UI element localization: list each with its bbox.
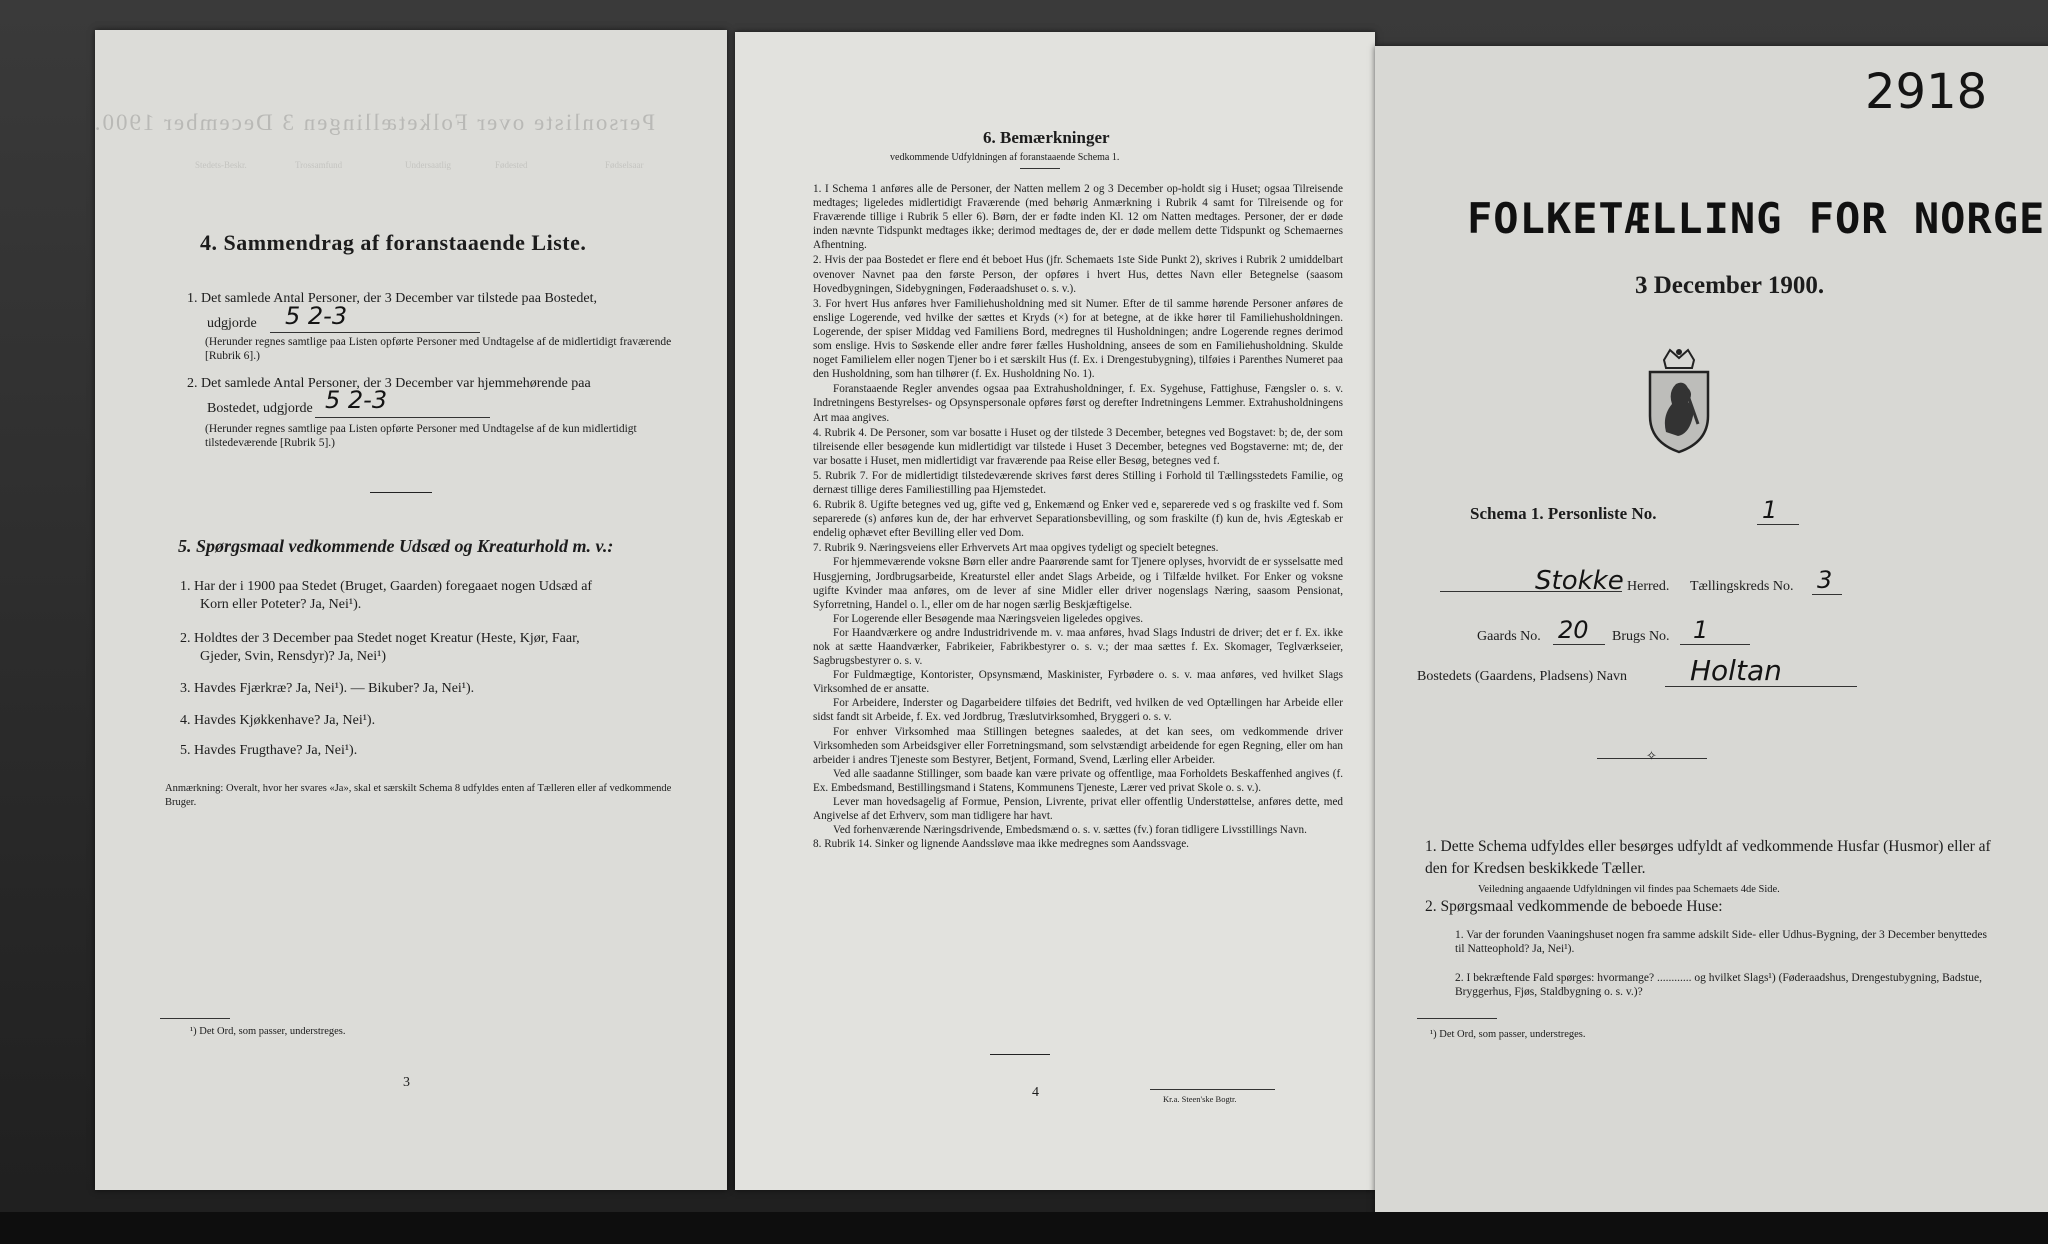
gaards-handwriting: 20	[1558, 616, 1589, 644]
archive-number: 2918	[1865, 64, 1988, 120]
footnote: ¹) Det Ord, som passer, understreges.	[190, 1026, 346, 1037]
remark-7i: Ved forhenværende Næringsdrivende, Embedsmænd o. s. v. sættes (fv.) foran tidligere Livsstillings Navn.	[833, 824, 1307, 837]
instruction-1: 1. Dette Schema udfyldes eller besørges udfyldt af vedkommende Husfar (Husmor) eller af den for Kredsen beskikkede Tæller.	[1425, 838, 1991, 877]
herred-handwriting: Stokke	[1535, 566, 1624, 596]
section6-title: 6. Bemærkninger	[983, 128, 1110, 147]
instruction-1-note: Veiledning angaaende Udfyldningen vil findes paa Schemaets 4de Side.	[1478, 884, 1780, 895]
remark-6: 6. Rubrik 8. Ugifte betegnes ved ug, gifte ved g, Enkemænd og Enker ved e, separerede ved s og fraskilte ved f. Som separerede (s) anføres kun de, der har erhvervet Separationsbevilling, og som fraskilte (f) kun de, hvis Ægteskab er endelig ophævet efter Bevilling eller ved Dom.	[813, 499, 1343, 540]
gaards-label: Gaards No.	[1477, 629, 1541, 644]
right-page	[1375, 46, 2048, 1220]
remark-7e: For Arbeidere, Inderster og Dagarbeidere tilføies det Bedrift, ved hvilken de ved Optællingen har Arbeide eller sidst fandt sit Arbeide, f. Ex. ved Jordbrug, Træslutvirksomhed, Bryggeri o. s. v.	[813, 697, 1343, 724]
left-page	[92, 30, 727, 1190]
instruction-2-q1: 1. Var der forunden Vaaningshuset nogen fra samme adskilt Side- eller Udhus-Bygning, der 3 December benyttedes til Natteophold? Ja, Nei¹).	[1455, 929, 1987, 955]
remark-7: 7. Rubrik 9. Næringsveiens eller Erhvervets Art maa opgives tydeligt og specielt betegnes.	[813, 542, 1219, 555]
remark-7f: For enhver Virksomhed maa Stillingen betegnes saaledes, at det kan sees, om vedkommende driver Virksomheden som Arbeidsgiver eller Forretningsmand, som selvstændigt arbeidende for egen Regning, eller om han arbeider i andres Tjeneste som Bestyrer, Betjent, Formand, Svend, Lærling eller Arbeider.	[813, 725, 1343, 766]
remark-8: 8. Rubrik 14. Sinker og lignende Aandssløve maa ikke medregnes som Aandssvage.	[813, 838, 1189, 851]
section6-subtitle: vedkommende Udfyldningen af foranstaaende Schema 1.	[890, 152, 1120, 163]
schema-label: Schema 1. Personliste No.	[1470, 504, 1657, 523]
headline: FOLKETÆLLING FOR NORGE	[1467, 194, 2046, 243]
answer-line	[1757, 524, 1799, 525]
section4-item1-note: (Herunder regnes samtlige paa Listen opførte Personer med Undtagelse af de midlertidigt fraværende [Rubrik 6].)	[205, 336, 672, 362]
remark-7h: Lever man hovedsagelig af Formue, Pension, Livrente, privat eller offentlig Understøttelse, anføres dette, med Angivelse af det Erhverv, som man tidligere har havt.	[813, 796, 1343, 823]
remarks-list	[813, 182, 1343, 851]
instruction-2-q2: 2. I bekræftende Fald spørges: hvormange? ............ og hvilket Slags¹) (Føderaadshus, Drengestubygning, Badstue, Bryggerhus, Fjøs, Staldbygning o. s. v.)?	[1455, 972, 1983, 998]
personliste-number: 1	[1762, 496, 1778, 524]
remark-3: 3. For hvert Hus anføres hver Familiehusholdning med sit Numer. Efter de til samme hørende Personer anføres de enslige Logerende, ved hvilke der sættes et Kryds (×) for at betegne, at de ikke hører til Familiehusholdningen. Logerende, der spiser Middag ved Familiens Bord, medregnes til Husholdningen; andre Logerende regnes derimod som enslige. Hvis to Søskende eller andre fører fælles Husholdning, ansees de som en Familiehusholdning. Skulde noget Familielem eller nogen Tjener bo i et særskilt Hus (f. Ex. i Drengestubygning), tilføies i Parenthes Numeret paa den Husholdning, som han tilhører (f. Ex. Husholdning No. 1).	[813, 297, 1343, 381]
answer-line	[315, 417, 490, 418]
divider	[990, 1054, 1050, 1055]
kreds-handwriting: 3	[1817, 566, 1833, 594]
section4-item1-udgjorde: udgjorde	[207, 316, 257, 331]
brugs-handwriting: 1	[1693, 616, 1709, 644]
remark-7g: Ved alle saadanne Stillinger, som baade kan være private og offentlige, maa Forholdets Beskaffenhed angives (f. Ex. Embedsmand, Bestillingsmand i Statens, Kommunens Tjeneste, Lærer ved privat Skole o. s. v.).	[813, 767, 1343, 794]
kreds-label: Tællingskreds No.	[1690, 579, 1794, 594]
remark-7c: For Haandværkere og andre Industridrivende m. v. maa anføres, hvad Slags Industri de driver; det er f. Ex. ikke nok at sætte Haandværker, Fabrikeier, Fabrikbestyrer o. s. v.; der maa sættes f. Ex. Skomager, Teglværkseier, Sagbrugsbestyrer o. s. v.	[813, 626, 1343, 668]
page-number: 3	[403, 1075, 410, 1090]
ornament-icon: ✧	[1646, 748, 1657, 763]
answer-line	[1553, 644, 1605, 645]
remark-7b: For Logerende eller Besøgende maa Næringsveien ligeledes opgives.	[833, 612, 1144, 625]
bosted-label: Bostedets (Gaardens, Pladsens) Navn	[1417, 669, 1627, 684]
remark-1: 1. I Schema 1 anføres alle de Personer, der Natten mellem 2 og 3 December op-holdt sig i Huset; ogsaa Tilreisende medtages; ligeledes midlertidigt Fraværende (med behørig Anmærkning i Rubrik 4 samt for Tilreisende og for Fraværende tillige i Rubrik 5 eller 6). Børn, der er fødte inden Kl. 12 om Natten medtages. Personer, der er døde inden nævnte Tidspunkt medtages ikke; derimod medtages de, der er døde mellem dette Tidspunkt og Schemaernes Afhentning.	[813, 183, 1343, 252]
section5-remark: Anmærkning: Overalt, hvor her svares «Ja», skal et særskilt Schema 8 udfyldes enten af Tælleren eller af vedkommende Bruger.	[165, 783, 672, 808]
section5-q5: 5. Havdes Frugthave? Ja, Nei¹).	[180, 743, 358, 758]
section4-item2-bostedet: Bostedet, udgjorde	[207, 401, 313, 416]
remark-4: 4. Rubrik 4. De Personer, som var bosatte i Huset og der tilstede 3 December, betegnes ved Bogstavet: b; de, der som tilreisende eller besøgende kun midlertidigt var tilstede i Huset 3 December, betegnes ved Bogstaverne: mt; de, der var bosatte i Huset, men midlertidigt var fraværende paa Reise eller Besøg, betegnes ved f.	[813, 426, 1343, 467]
remark-2: 2. Hvis der paa Bostedet er flere end ét beboet Hus (jfr. Schemaets 1ste Side Punkt 2), skrives i Rubrik 2 umiddelbart ovenover Navnet paa den første Person, der opføres i hvert Hus, dettes Navn eller Betegnelse (saasom Hovedbygningen, Sidebygningen, Føderaadshuset o. s. v.).	[813, 254, 1343, 295]
section5-title: 5. Spørgsmaal vedkommende Udsæd og Kreaturhold m. v.:	[178, 536, 614, 556]
ghost-header: Personliste over Folketællingen 3 December 1900.	[92, 110, 655, 135]
remark-7d: For Fuldmægtige, Kontorister, Opsynsmænd, Maskinister, Fyrbødere o. s. v. maa anføres, ved hvilket Slags Virksomhed de er ansatte.	[813, 669, 1343, 696]
brugs-label: Brugs No.	[1612, 629, 1670, 644]
answer-line	[270, 332, 480, 333]
coat-of-arms-icon	[1642, 346, 1716, 456]
printer-credit: Kr.a. Steen'ske Bogtr.	[1163, 1094, 1237, 1104]
middle-page	[735, 32, 1375, 1190]
answer-line	[1812, 594, 1842, 595]
instruction-2: 2. Spørgsmaal vedkommende de beboede Huse:	[1425, 898, 1723, 915]
section4-item2-handwriting: 5 2-3	[325, 386, 388, 414]
section4-item1-handwriting: 5 2-3	[285, 302, 348, 330]
remark-7a: For hjemmeværende voksne Børn eller andre Paarørende samt for Tjenere oplyses, hvorvidt de er sysselsatte med Husgjerning, Jordbrugsarbeide, Kreaturstel eller andet Slags Arbeide, og i Tilfælde hvilket. For Enker og voksne ugifte Kvinder maa anføres, om de lever af sine Midler eller driver nogenslags Næring, saasom Pensionat, Syforretning, Handel o. l., eller om de har nogen særlig Beskjæftigelse.	[813, 556, 1343, 611]
printer-rule	[1150, 1089, 1275, 1090]
bosted-handwriting: Holtan	[1690, 654, 1782, 687]
section5-q2a: 2. Holdtes der 3 December paa Stedet noget Kreatur (Heste, Kjør, Faar,	[180, 631, 580, 646]
footnote: ¹) Det Ord, som passer, understreges.	[1430, 1029, 1586, 1040]
census-date: 3 December 1900.	[1635, 272, 1825, 299]
herred-label: Herred.	[1627, 579, 1670, 594]
remark-3b: Foranstaaende Regler anvendes ogsaa paa Extrahusholdninger, f. Ex. Sygehuse, Fattighuse, Fængsler o. s. v. Indretningens Bestyrelses- og Opsynspersonale opføres først og derefter Indretningens Lemmer. Extrahusholdningens Art maa angives.	[813, 383, 1343, 424]
section5-q1b: Korn eller Poteter? Ja, Nei¹).	[200, 597, 362, 612]
remark-5: 5. Rubrik 7. For de midlertidigt tilstedeværende skrives først deres Stilling i Forhold til Tællingsstedets Familie, og dernæst tillige deres Familiestilling paa Hjemstedet.	[813, 469, 1343, 496]
section5-q2b: Gjeder, Svin, Rensdyr)? Ja, Nei¹)	[200, 649, 386, 664]
scanner-edge	[0, 1212, 2048, 1244]
section4-item1: 1. Det samlede Antal Personer, der 3 December var tilstede paa Bostedet,	[187, 291, 597, 306]
section5-q4: 4. Havdes Kjøkkenhave? Ja, Nei¹).	[180, 713, 376, 728]
section4-item2: 2. Det samlede Antal Personer, der 3 December var hjemmehørende paa	[187, 376, 591, 391]
footnote-rule	[1417, 1018, 1497, 1019]
divider	[370, 492, 432, 493]
answer-line	[1680, 644, 1750, 645]
footnote-rule	[160, 1018, 230, 1019]
divider	[1020, 168, 1060, 169]
answer-line	[1665, 686, 1857, 687]
page-number: 4	[1032, 1085, 1039, 1100]
section5-q3: 3. Havdes Fjærkræ? Ja, Nei¹). — Bikuber? Ja, Nei¹).	[180, 681, 475, 696]
section4-title: 4. Sammendrag af foranstaaende Liste.	[200, 230, 587, 255]
ghost-columns: Stedets-Beskr. Trossamfund Undersaatlig Fødested Fødselsaar	[195, 160, 644, 170]
section5-q1a: 1. Har der i 1900 paa Stedet (Bruget, Gaarden) foregaaet nogen Udsæd af	[180, 579, 593, 594]
section4-item2-note: (Herunder regnes samtlige paa Listen opførte Personer med Undtagelse af de kun midlertidigt tilstedeværende [Rubrik 5].)	[205, 423, 637, 449]
